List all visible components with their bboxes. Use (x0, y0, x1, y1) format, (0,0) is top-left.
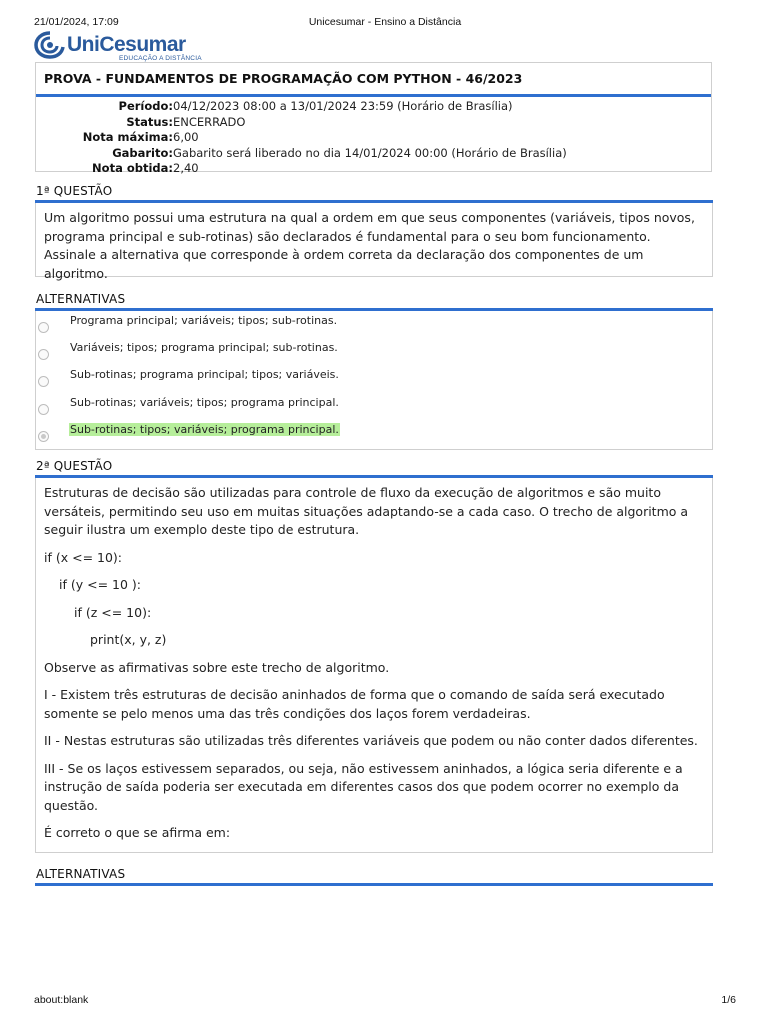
logo-swirl-icon (34, 31, 66, 59)
info-value: Gabarito será liberado no dia 14/01/2024 00:00 (Horário de Brasília) (173, 145, 567, 160)
print-url: about:blank (34, 994, 89, 1006)
alternative-option[interactable] (36, 368, 712, 388)
info-row-nota-obtida (36, 161, 711, 177)
print-header (34, 16, 736, 30)
code-line: if (x <= 10): (44, 549, 123, 565)
code-line: if (y <= 10 ): (59, 577, 141, 592)
question-1-alternatives (35, 311, 713, 450)
alternative-text: Sub-rotinas; variáveis; tipos; programa principal. (70, 396, 339, 409)
info-row-nota-maxima (36, 130, 711, 146)
radio-button[interactable] (38, 376, 49, 387)
radio-button[interactable] (38, 404, 49, 415)
info-row-status (36, 115, 711, 131)
question-2-label: 2ª QUESTÃO (36, 459, 113, 473)
print-page-title: Unicesumar - Ensino a Distância (308, 16, 462, 28)
question-1-alternatives-label: ALTERNATIVAS (36, 292, 126, 306)
exam-title: PROVA - FUNDAMENTOS DE PROGRAMAÇÃO COM PYTHON - 46/2023 (36, 63, 711, 97)
code-line: print(x, y, z) (90, 632, 167, 647)
info-row-periodo (36, 99, 711, 115)
exam-info-card (35, 62, 712, 175)
statement-3: III - Se os laços estivessem separados, ou seja, não estivessem aninhados, a lógica seria diferente e a instrução de saída poderia ser executada em diferentes casos dos que podem ocorrer no exemplo da questão. (44, 760, 683, 813)
question-1-text: Um algoritmo possui uma estrutura na qual a ordem em que seus componentes (variáveis, tipos novos, programa principal e sub-rotinas) são declarados é fundamental para o seu bom funcionamento. Assinale a alternativa que corresponde à ordem correta da declaração dos componentes de um algoritmo. (44, 210, 695, 281)
alternative-text: Variáveis; tipos; programa principal; sub-rotinas. (70, 341, 338, 354)
alternative-text: Sub-rotinas; programa principal; tipos; variáveis. (70, 368, 339, 381)
statement-2: II - Nestas estruturas são utilizadas três diferentes variáveis que podem ou não conter dados diferentes. (44, 733, 698, 748)
info-value: 6,00 (173, 130, 199, 144)
question-2-prompt: É correto o que se afirma em: (44, 825, 231, 840)
info-label: Status: (126, 114, 173, 129)
alternative-text: Programa principal; variáveis; tipos; sub-rotinas. (70, 314, 338, 327)
logo-tagline: EDUCAÇÃO A DISTÂNCIA (119, 55, 202, 62)
info-value: 04/12/2023 08:00 a 13/01/2024 23:59 (Horário de Brasília) (173, 99, 513, 113)
print-footer (34, 994, 736, 1008)
question-2-body (35, 478, 713, 853)
code-line: if (z <= 10): (74, 604, 152, 620)
print-datetime: 21/01/2024, 17:09 (34, 16, 119, 28)
alternative-text-correct: Sub-rotinas; tipos; variáveis; programa principal. (70, 423, 339, 436)
radio-button[interactable] (38, 349, 49, 360)
question-1-body (35, 203, 713, 281)
statement-1: I - Existem três estruturas de decisão aninhados de forma que o comando de saída será executado somente se pelo menos uma das três condições dos laços forem verdadeiras. (44, 687, 665, 721)
question-2-intro: Estruturas de decisão são utilizadas para controle de fluxo da execução de algoritmos e são muito versáteis, permitindo seu uso em muitas situações adaptando-se a cada caso. O trecho de algoritmo a seguir ilustra um exemplo deste tipo de estrutura. (44, 485, 689, 537)
exam-info-table (36, 99, 711, 177)
info-label: Nota máxima: (82, 130, 173, 144)
print-page-count: 1/6 (721, 994, 736, 1006)
radio-button[interactable] (38, 322, 49, 333)
alternative-option[interactable] (36, 341, 712, 361)
unicesumar-logo (34, 31, 202, 63)
question-2-alternatives-label: ALTERNATIVAS (36, 867, 126, 881)
section-divider (35, 883, 713, 886)
radio-button-selected[interactable] (38, 431, 49, 442)
question-1-label: 1ª QUESTÃO (36, 184, 113, 198)
question-2-observe: Observe as afirmativas sobre este trecho de algoritmo. (44, 659, 390, 675)
info-value: ENCERRADO (173, 114, 246, 129)
info-value: 2,40 (173, 161, 199, 175)
info-label: Período: (118, 99, 173, 113)
info-label: Gabarito: (112, 145, 173, 160)
alternative-option[interactable] (36, 314, 712, 334)
info-label: Nota obtida: (92, 161, 173, 175)
alternative-option[interactable] (36, 396, 712, 416)
alternative-option-selected[interactable] (36, 423, 712, 443)
logo-wordmark: UniCesumar (67, 33, 186, 56)
info-row-gabarito (36, 146, 711, 162)
